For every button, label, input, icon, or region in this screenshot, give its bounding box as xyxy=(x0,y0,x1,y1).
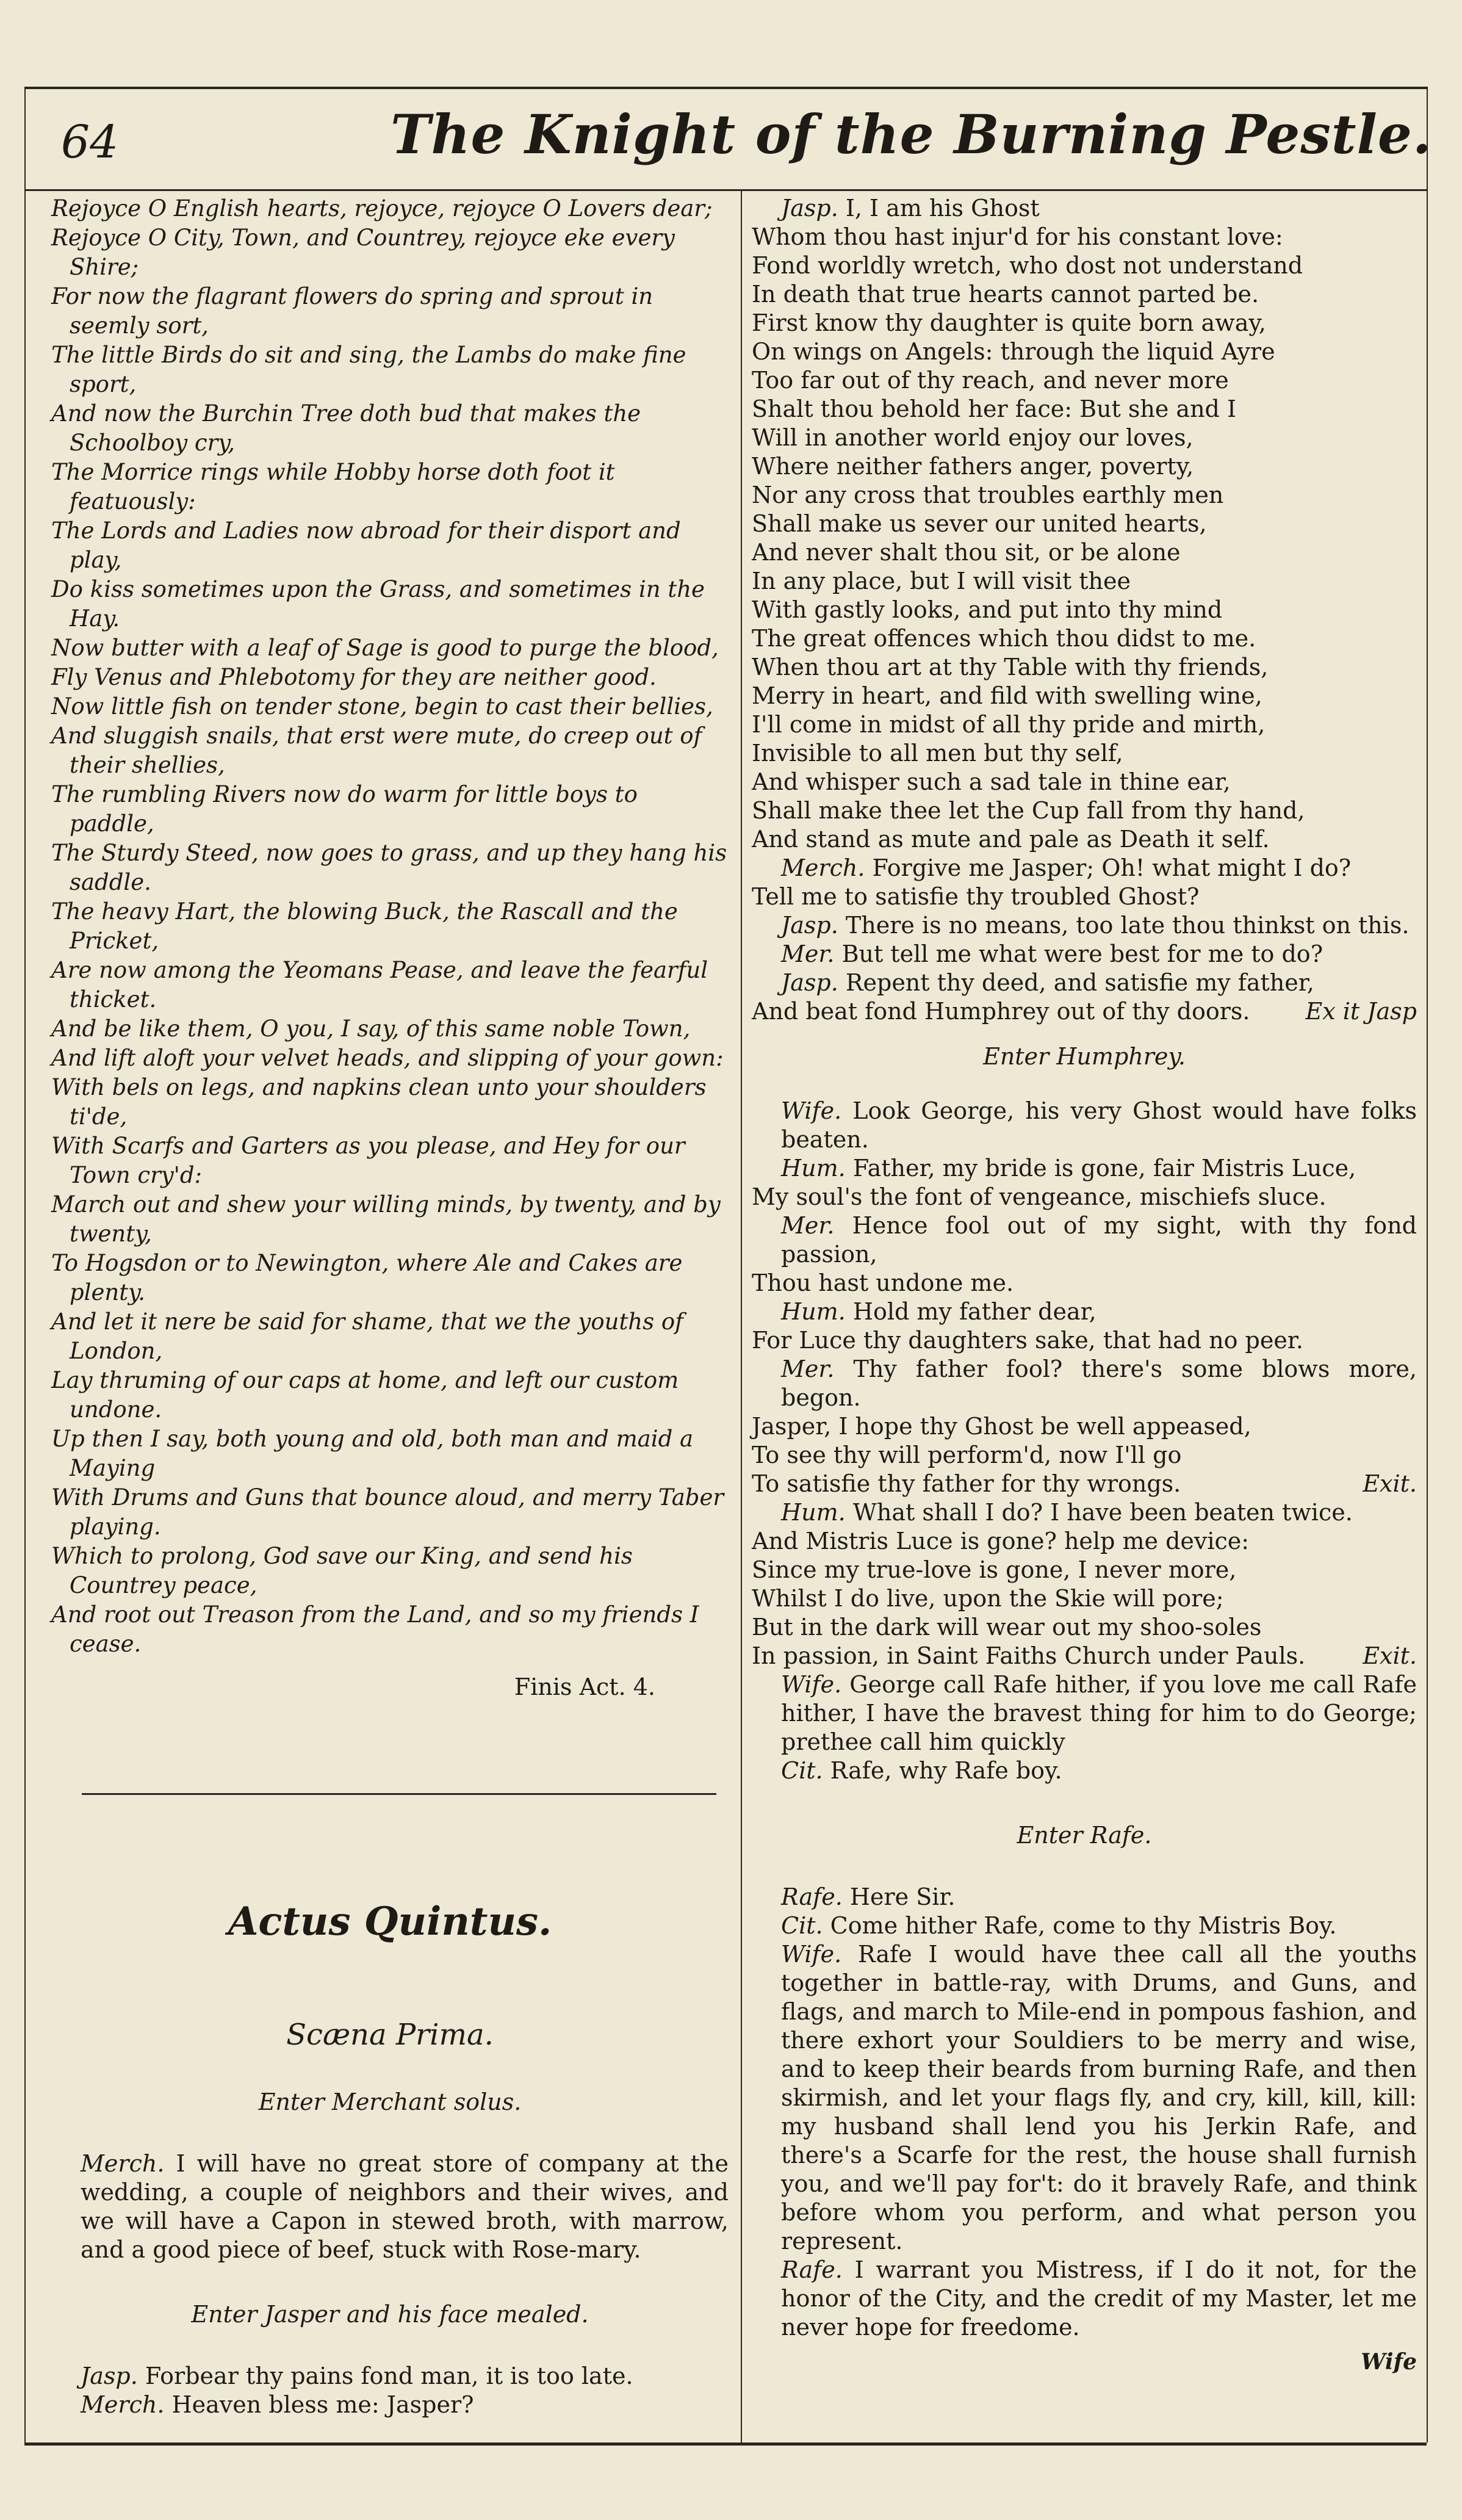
ghost-speech xyxy=(752,194,1417,854)
top-rule xyxy=(24,87,1427,89)
speech-text: Forgive me Jasper; Oh! what might I do? xyxy=(872,854,1352,881)
merchant-speech xyxy=(51,2150,729,2264)
verse-line: And sluggish snails, that erst were mute, do creep out of their shellies, xyxy=(51,723,702,778)
verse-line: To Hogsdon or to Newington, where Ale and Cakes are plenty. xyxy=(51,1250,683,1305)
finis-act-four: Finis Act. 4. xyxy=(514,1673,655,1700)
humphrey-exchange xyxy=(752,1097,1417,1785)
speaker-name: Wife. xyxy=(781,1097,842,1124)
verse-line: The little Birds do sit and sing, the Lambs do make fine sport, xyxy=(51,342,686,397)
speech-line: Invisible to all men but thy self, xyxy=(752,740,1123,767)
left-column xyxy=(51,194,729,2419)
speech-line: And whisper such a sad tale in thine ear, xyxy=(752,768,1231,795)
verse-line: Rejoyce O English hearts, rejoyce, rejoyce O Lovers dear; xyxy=(51,195,713,222)
speaker-name: Hum. xyxy=(781,1155,846,1182)
speech-line: To see thy will perform'd, now I'll go xyxy=(752,1442,1182,1468)
speech-line: Tell me to satisfie thy troubled Ghost? xyxy=(752,883,1200,910)
speech-text: Rafe, why Rafe boy. xyxy=(830,1757,1062,1784)
speech-line: Jasper, I hope thy Ghost be well appeased, xyxy=(752,1413,1251,1440)
stage-direction: Enter Merchant solus. xyxy=(258,2089,522,2115)
speaker-name: Rafe. xyxy=(781,2256,843,2283)
speaker-name: Jasp. xyxy=(781,969,838,996)
verse-line: Up then I say, both young and old, both man and maid a Maying xyxy=(51,1426,694,1481)
running-title: The Knight of the Burning Pestle. xyxy=(391,103,1432,166)
speech-line: And stand as mute and pale as Death it self. xyxy=(752,826,1270,853)
verse-line: And lift aloft your velvet heads, and slipping of your gown: xyxy=(51,1045,724,1071)
speech-line: In passion, in Saint Faiths Church under Pauls. xyxy=(752,1642,1306,1669)
merchant-jasper-exchange xyxy=(752,854,1417,1026)
speech-line: Shall make thee let the Cup fall from thy hand, xyxy=(752,797,1305,824)
verse-line: The Morrice rings while Hobby horse doth foot it featuously: xyxy=(51,459,615,514)
verse-line: Are now among the Yeomans Pease, and leave the fearful thicket. xyxy=(51,957,708,1013)
verse-line: Which to prolong, God save our King, and send his Countrey peace, xyxy=(51,1543,633,1598)
verse-line: March out and shew your willing minds, by twenty, and by twenty, xyxy=(51,1191,721,1247)
speaker-name: Hum. xyxy=(781,1499,846,1526)
speaker-name: Jasp. xyxy=(781,195,838,222)
closing-exchange xyxy=(51,2362,729,2419)
speech-text: Here Sir. xyxy=(849,1883,956,1910)
act-divider-rule xyxy=(82,1793,716,1795)
speech-line: Whilst I do live, upon the Skie will pore; xyxy=(752,1585,1224,1612)
speech-line: First know thy daughter is quite born away, xyxy=(752,309,1266,336)
verse-line: Rejoyce O City, Town, and Countrey, rejoyce eke every Shire; xyxy=(51,225,675,280)
speaker-name: Wife. xyxy=(781,1941,842,1968)
speech-line: And never shalt thou sit, or be alone xyxy=(752,539,1181,566)
speech-line: Whom thou hast injur'd for his constant love: xyxy=(752,223,1283,250)
speaker-name: Cit. xyxy=(781,1757,823,1784)
speech-text: What shall I do? I have been beaten twice. xyxy=(852,1499,1353,1526)
speaker-name: Mer. xyxy=(781,1212,835,1239)
speech-line: And Mistris Luce is gone? help me device: xyxy=(752,1528,1250,1554)
verse-line: And now the Burchin Tree doth bud that makes the Schoolboy cry, xyxy=(51,400,641,456)
exit-direction: Exit. xyxy=(1363,1470,1417,1497)
verse-line: Do kiss sometimes upon the Grass, and sometimes in the Hay. xyxy=(51,576,705,632)
exit-direction: Ex it Jasp xyxy=(1305,998,1417,1025)
right-column xyxy=(752,194,1417,2375)
speech-line: Thou hast undone me. xyxy=(752,1269,1014,1296)
speech-text: I will have no great store of company at the wedding, a couple of neighbors and their wives, and we will have a Capon in stewed broth, with marrow, and a good piece of beef, stuck with Rose-mary. xyxy=(81,2150,729,2263)
speech-line: Nor any cross that troubles earthly men xyxy=(752,482,1224,508)
speech-line: With gastly looks, and put into thy mind xyxy=(752,596,1223,623)
verse-line: Now butter with a leaf of Sage is good to purge the blood, xyxy=(51,635,719,661)
speech-text: I warrant you Mistress, if I do it not, for the honor of the City, and the credit of my Master, let me never hope for freedome. xyxy=(781,2256,1417,2341)
speaker-name: Mer. xyxy=(781,1356,835,1382)
column-divider xyxy=(741,190,742,2442)
speech-line: In any place, but I will visit thee xyxy=(752,568,1131,594)
speech-line: Too far out of thy reach, and never more xyxy=(752,367,1229,394)
verse-line: With Drums and Guns that bounce aloud, and merry Taber playing. xyxy=(51,1484,724,1540)
speech-text: But tell me what were best for me to do? xyxy=(841,940,1323,967)
scene-title: Scæna Prima. xyxy=(286,2018,494,2052)
speech-line: Shall make us sever our united hearts, xyxy=(752,510,1207,537)
exit-direction: Exit. xyxy=(1363,1642,1417,1669)
speaker-name: Merch. xyxy=(781,854,865,881)
stage-direction: Enter Rafe. xyxy=(1017,1822,1152,1849)
speaker-name: Merch. xyxy=(81,2150,165,2177)
speech-line: Shalt thou behold her face: But she and I xyxy=(752,395,1236,422)
speech-text: Rafe I would have thee call all the youths together in battle-ray, with Drums, and Guns, and flags, and march to Mile-end in pompous fashion, and there exhort your Souldiers to be merry and wise, and to keep their beards from burning Rafe, and then skirmish, and let your flags fly, and cry, kill, kill, kill: my husband shall lend you his Jerkin Rafe, and there's a Scarfe for the rest, the house shall furnish you, and we'll pay for't: do it bravely Rafe, and think before whom you perform, and what person you represent. xyxy=(781,1941,1417,2255)
verse-line: And let it nere be said for shame, that we the youths of London, xyxy=(51,1309,683,1364)
speech-text: Come hither Rafe, come to thy Mistris Boy. xyxy=(830,1912,1337,1939)
speech-text: Repent thy deed, and satisfie my father, xyxy=(845,969,1314,996)
header-rule xyxy=(24,189,1427,191)
verse-line: With bels on legs, and napkins clean unto your shoulders ti'de, xyxy=(51,1074,707,1130)
catchword: Wife xyxy=(1361,2349,1417,2375)
verse-line: The rumbling Rivers now do warm for little boys to paddle, xyxy=(51,781,638,837)
speech-line: Since my true-love is gone, I never more, xyxy=(752,1556,1237,1583)
speaker-name: Rafe. xyxy=(781,1883,843,1910)
speech-text: Hence fool out of my sight, with thy fond passion, xyxy=(781,1212,1417,1268)
speech-line: On wings on Angels: through the liquid Ayre xyxy=(752,338,1275,365)
speaker-name: Jasp. xyxy=(81,2363,138,2389)
speech-text: There is no means, too late thou thinkst on this. xyxy=(845,912,1410,939)
speech-line: My soul's the font of vengeance, mischiefs sluce. xyxy=(752,1183,1327,1210)
speech-text: Father, my bride is gone, fair Mistris Luce, xyxy=(852,1155,1356,1182)
left-border xyxy=(24,87,26,2442)
stage-direction: Enter Humphrey. xyxy=(983,1043,1186,1070)
right-border xyxy=(1427,87,1428,2442)
verse-line: Now little fish on tender stone, begin to cast their bellies, xyxy=(51,693,713,720)
verse-line: And be like them, O you, I say, of this same noble Town, xyxy=(51,1016,691,1042)
may-day-verse xyxy=(51,194,729,1659)
speech-line: When thou art at thy Table with thy friends, xyxy=(752,654,1269,681)
speech-line: Fond worldly wretch, who dost not understand xyxy=(752,252,1303,279)
verse-line: For now the flagrant flowers do spring and sprout in seemly sort, xyxy=(51,283,654,339)
speaker-name: Cit. xyxy=(781,1912,823,1939)
speaker-name: Mer. xyxy=(781,940,835,967)
speech-line: In death that true hearts cannot parted be. xyxy=(752,281,1259,308)
speech-text: George call Rafe hither, if you love me call Rafe hither, I have the bravest thing for him to do George; prethee call him quickly xyxy=(781,1671,1417,1755)
speech-text: Heaven bless me: Jasper? xyxy=(171,2391,474,2418)
speech-line: And beat fond Humphrey out of thy doors. xyxy=(752,998,1250,1025)
speech-text: Hold my father dear, xyxy=(852,1298,1096,1325)
speech-line: To satisfie thy father for thy wrongs. xyxy=(752,1470,1181,1497)
speech-text: Thy father fool? there's some blows more, begon. xyxy=(781,1356,1417,1411)
speaker-name: Merch. xyxy=(81,2391,165,2418)
verse-line: Fly Venus and Phlebotomy for they are neither good. xyxy=(51,664,657,690)
speech-line: Where neither fathers anger, poverty, xyxy=(752,453,1194,480)
speech-text: Forbear thy pains fond man, it is too late. xyxy=(145,2363,633,2389)
speech-line: For Luce thy daughters sake, that had no peer. xyxy=(752,1327,1303,1354)
verse-line: The heavy Hart, the blowing Buck, the Rascall and the Pricket, xyxy=(51,898,678,954)
verse-line: And root out Treason from the Land, and so my friends I cease. xyxy=(51,1601,699,1657)
speaker-name: Wife. xyxy=(781,1671,842,1698)
speech-line: Merry in heart, and fild with swelling wine, xyxy=(752,682,1262,709)
speech-text: Look George, his very Ghost would have folks beaten. xyxy=(781,1097,1417,1153)
speech-line: I'll come in midst of all thy pride and mirth, xyxy=(752,711,1266,738)
page-number: 64 xyxy=(61,116,119,168)
speech-line: The great offences which thou didst to me. xyxy=(752,625,1256,652)
verse-line: With Scarfs and Garters as you please, and Hey for our Town cry'd: xyxy=(51,1133,685,1188)
bottom-rule xyxy=(24,2442,1427,2446)
speech-line: But in the dark will wear out my shoo-soles xyxy=(752,1614,1262,1641)
verse-line: Lay thruming of our caps at home, and left our custom undone. xyxy=(51,1367,679,1423)
speech-text: I, I am his Ghost xyxy=(845,195,1040,222)
act-title: Actus Quintus. xyxy=(228,1899,552,1944)
rafe-exchange xyxy=(752,1883,1417,2342)
speech-line: Will in another world enjoy our loves, xyxy=(752,424,1194,451)
speaker-name: Hum. xyxy=(781,1298,846,1325)
stage-direction: Enter Jasper and his face mealed. xyxy=(191,2301,589,2328)
verse-line: The Sturdy Steed, now goes to grass, and up they hang his saddle. xyxy=(51,840,727,895)
verse-line: The Lords and Ladies now abroad for their disport and play, xyxy=(51,518,681,573)
speaker-name: Jasp. xyxy=(781,912,838,939)
